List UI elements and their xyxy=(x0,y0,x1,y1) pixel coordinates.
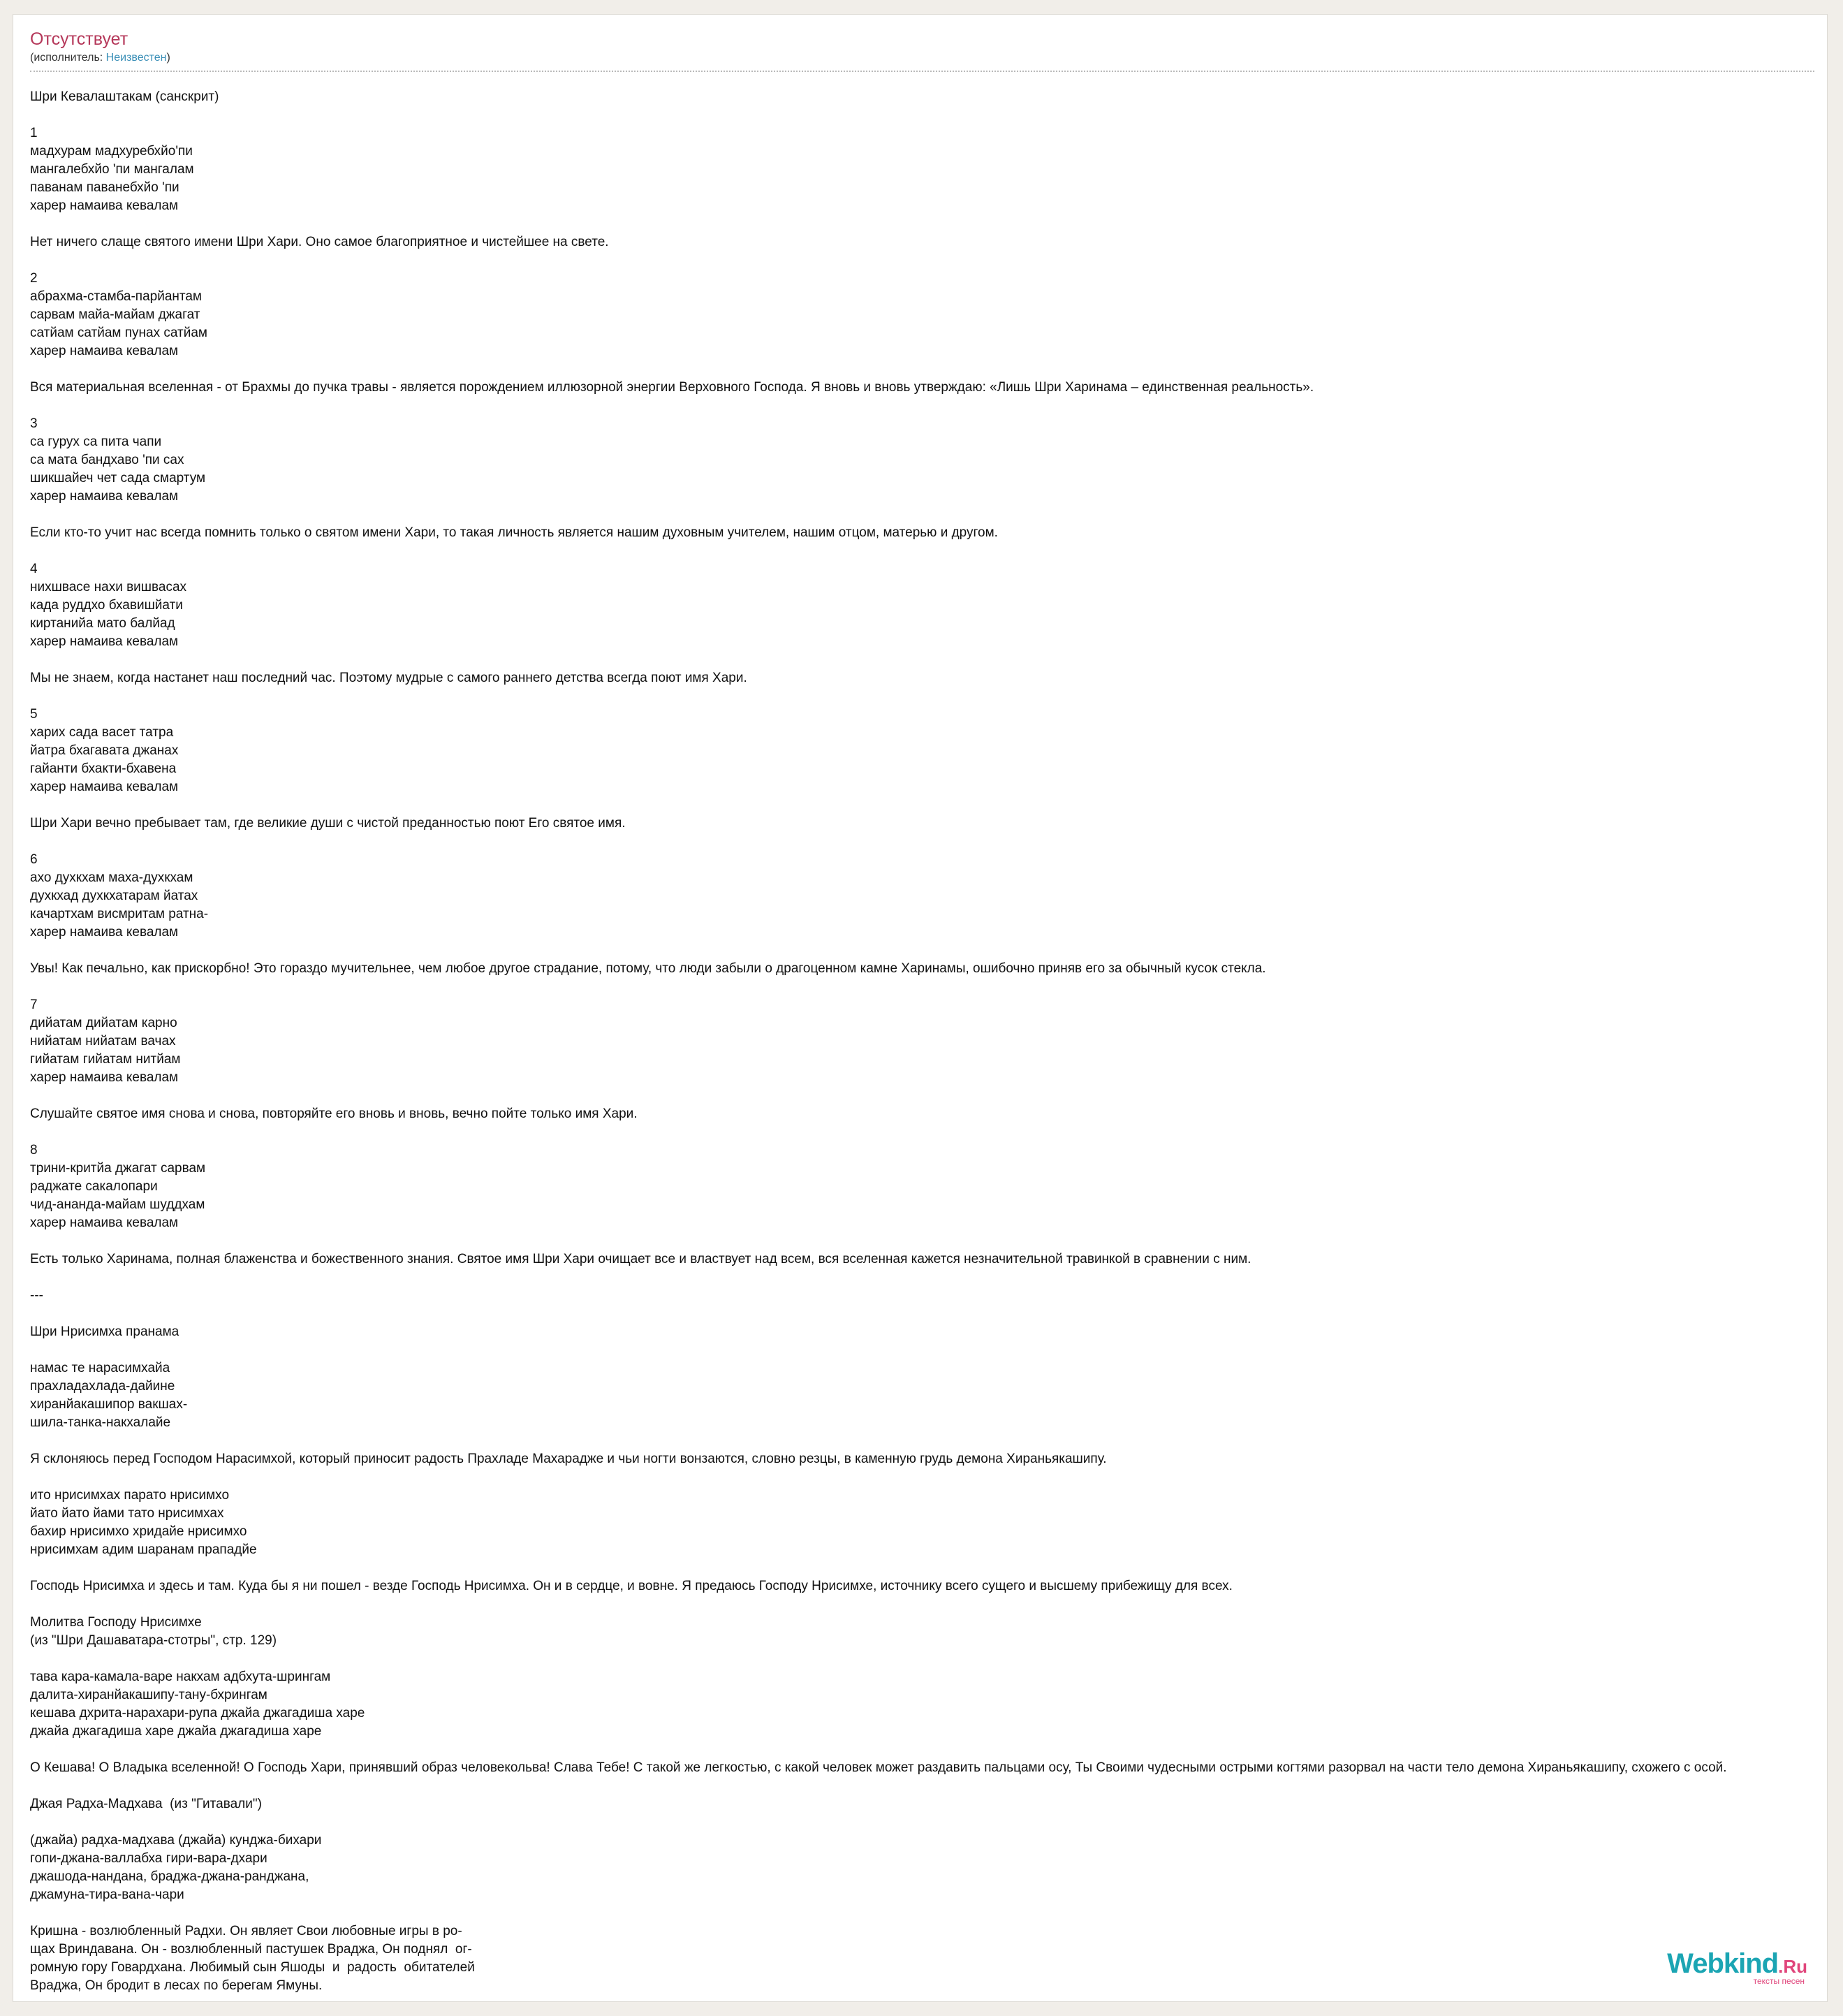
logo-tld-text: .Ru xyxy=(1778,1956,1807,1977)
performer-prefix: (исполнитель: xyxy=(30,52,106,64)
performer-link[interactable]: Неизвестен xyxy=(105,52,167,64)
performer-line xyxy=(30,51,1814,65)
logo-tagline: тексты песен xyxy=(1753,1976,1805,1986)
song-title: Отсутствует xyxy=(30,29,129,49)
logo-main-text: Webkind xyxy=(1667,1948,1779,1979)
logo-wordmark xyxy=(1667,1950,1807,1978)
performer-suffix: ) xyxy=(166,52,170,64)
song-header xyxy=(30,29,1814,72)
site-logo[interactable] xyxy=(1667,1950,1807,1986)
lyrics-text: Шри Кевалаштакам (санскрит) 1 мадхурам мадхуребхйо'пи мангалебхйо 'пи мангалам паванам паванебхйо 'пи харер намаива кевалам Нет ничего слаще святого имени Шри Хари. Оно самое благоприятное и чистейшее на свете. 2 абрахма-стамба-парйантам сарвам майа-майам джагат сатйам сатйам пунах сатйам харер намаива кевалам Вся материальная вселенная - от Брахмы до пучка травы - является порождением иллюзорной энергии Верховного Господа. Я вновь и вновь утверждаю: «Лишь Шри Харинама – единственная реальность». 3 са гурух са пита чапи са мата бандхаво 'пи сах шикшайеч чет сада смартум харер намаива кевалам Если кто-то учит нас всегда помнить только о святом имени Хари, то такая личность является нашим духовным учителем, нашим отцом, матерью и другом. 4 нихшвасе нахи вишвасах када руддхо бхавишйати киртанийа мато балйад харер намаива кевалам Мы не знаем, когда настанет наш последний час. Поэтому мудрые с самого раннего детства всегда поют имя Хари. 5 харих сада васет татра йатра бхагавата джанах гайанти бхакти-бхавена харер намаива кевалам Шри Хари вечно пребывает там, где великие души с чистой преданностью поют Его святое имя. 6 ахо духкхам маха-духкхам духкхад духкхатарам йатах качартхам висмритам ратна- харер намаива кевалам Увы! Как печально, как прискорбно! Это гораздо мучительнее, чем любое другое страдание, потому, что люди забыли о драгоценном камне Харинамы, ошибочно приняв его за обычный кусок стекла. 7 дийатам дийатам карно нийатам нийатам вачах гийатам гийатам нитйам харер намаива кевалам Слушайте святое имя снова и снова, повторяйте его вновь и вновь, вечно пойте только имя Хари. 8 трини-критйа джагат сарвам раджате сакалопари чид-ананда-майам шуддхам харер намаива кевалам Есть только Харинама, полная блаженства и божественного знания. Святое имя Шри Хари очищает все и властвует над всем, вся вселенная кажется незначительной травинкой в сравнении с ним. --- Шри Нрисимха пранама намас те нарасимхайа прахладахлада-дайине хиранйакашипор вакшах- шила-танка-накхалайе Я склоняюсь перед Господом Нарасимхой, который приносит радость Прахладе Махарадже и чьи ногти вонзаются, словно резцы, в каменную грудь демона Хираньякашипу. ито нрисимхах парато нрисимхо йато йато йами тато нрисимхах бахир нрисимхо хридайе нрисимхо нрисимхам адим шаранам прападйе Господь Нрисимха и здесь и там. Куда бы я ни пошел - везде Господь Нрисимха. Он и в сердце, и вовне. Я предаюсь Господу Нрисимхе, источнику всего сущего и высшему прибежищу для всех. Молитва Господу Нрисимхе (из "Шри Дашаватара-стотры", стр. 129) тава кара-камала-варе накхам адбхута-шрингам далита-хиранйакашипу-тану-бхрингам кешава дхрита-нарахари-рупа джайа джагадиша харе джайа джагадиша харе джайа джагадиша харе О Кешава! О Владыка вселенной! О Господь Хари, принявший образ человекольва! Слава Тебе! С такой же легкостью, с какой человек может раздавить пальцами осу, Ты Своими чудесными острыми когтями разорвал на части тело демона Хираньякашипу, схожего с осой. Джая Радха-Мадхава (из "Гитавали") (джайа) радха-мадхава (джайа) кунджа-бихари гопи-джана-валлабха гири-вара-дхари джашода-нандана, браджа-джана-ранджана, джамуна-тира-вана-чари Кришна - возлюбленный Радхи. Он являет Свои любовные игры в ро- щах Вриндавана. Он - возлюбленный пастушек Враджа, Он поднял ог- ромную гору Говардхана. Любимый сын Яшоды и радость обитателей Враджа, Он бродит в лесах по берегам Ямуны. xyxy=(30,89,1727,1993)
page-container xyxy=(13,14,1828,2002)
